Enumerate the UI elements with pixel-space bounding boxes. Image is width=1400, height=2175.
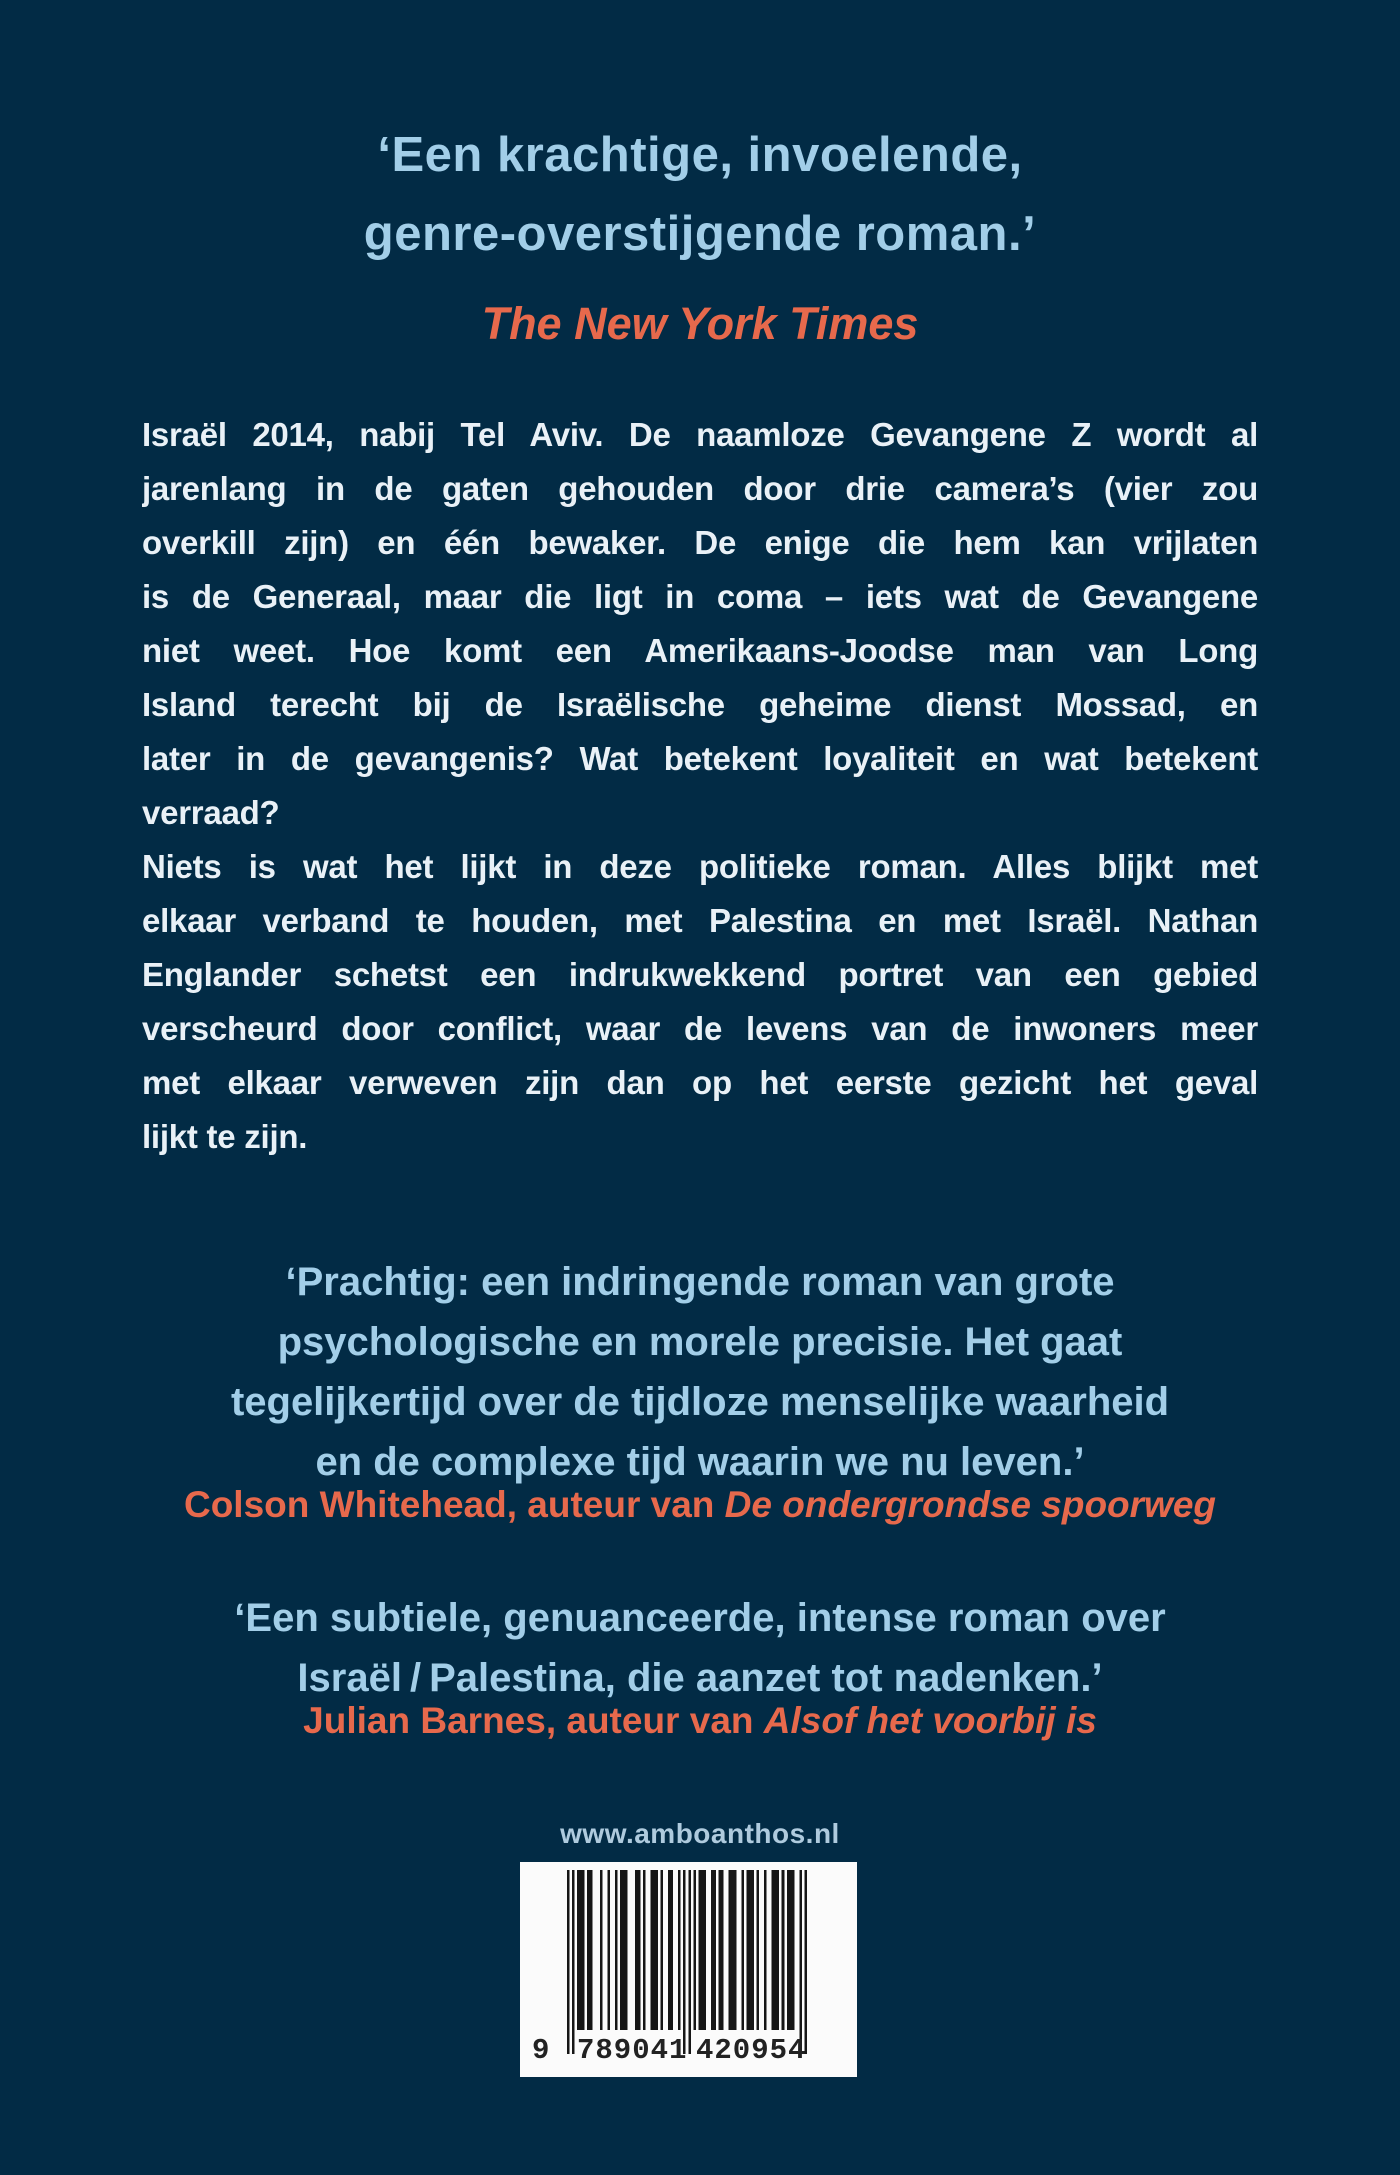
publisher-url: www.amboanthos.nl (560, 1818, 840, 1849)
julian-barnes-attribution (0, 1700, 1400, 1742)
barcode-bars (567, 1870, 807, 2058)
colson-whitehead-attribution (0, 1484, 1400, 1526)
barcode-digit-first: 9 (532, 2034, 550, 2067)
attribution-book-title: De ondergrondse spoorweg (724, 1484, 1217, 1525)
attribution-author: Colson Whitehead, auteur van (183, 1484, 725, 1525)
barcode-number (520, 2034, 857, 2070)
barcode (520, 1862, 857, 2077)
barcode-digit-group1: 789041 (577, 2034, 688, 2067)
barcode-digit-group2: 420954 (696, 2034, 807, 2067)
top-quote-source: The New York Times (481, 298, 919, 349)
attribution-author: Julian Barnes, auteur van (303, 1700, 764, 1741)
synopsis-text: Israël 2014, nabij Tel Aviv. De naamloze Gevangene Z wordt al jarenlang in de gaten gehouden door drie camera’s (vier zou overkill zijn) en één bewaker. De enige die hem kan vrijlaten is de Generaal, maar die ligt in coma – iets wat de Gevangene niet weet. Hoe komt een Amerikaans-Joodse man van Long Island terecht bij de Israëlische geheime dienst Mossad, en later in de gevangenis? Wat betekent loyaliteit en wat betekent verraad? Niets is wat het lijkt in deze politieke roman. Alles blijkt met elkaar verband te houden, met Palestina en met Israël. Nathan Englander schetst een indrukwekkend portret van een gebied verscheurd door conflict, waar de levens van de inwoners meer met elkaar verweven zijn dan op het eerste gezicht het geval lijkt te zijn. (142, 416, 1258, 1155)
top-review-quote: ‘Een krachtige, invoelende, genre-overstijgende roman.’ (363, 128, 1037, 261)
attribution-book-title: Alsof het voorbij is (763, 1700, 1097, 1741)
julian-barnes-quote: ‘Een subtiele, genuanceerde, intense roman over Israël / Palestina, die aanzet tot nadenken.’ (234, 1596, 1166, 1700)
colson-whitehead-quote: ‘Prachtig: een indringende roman van grote psychologische en morele precisie. Het gaat tegelijkertijd over de tijdloze menselijke waarheid en de complexe tijd waarin we nu leven.’ (230, 1260, 1170, 1484)
